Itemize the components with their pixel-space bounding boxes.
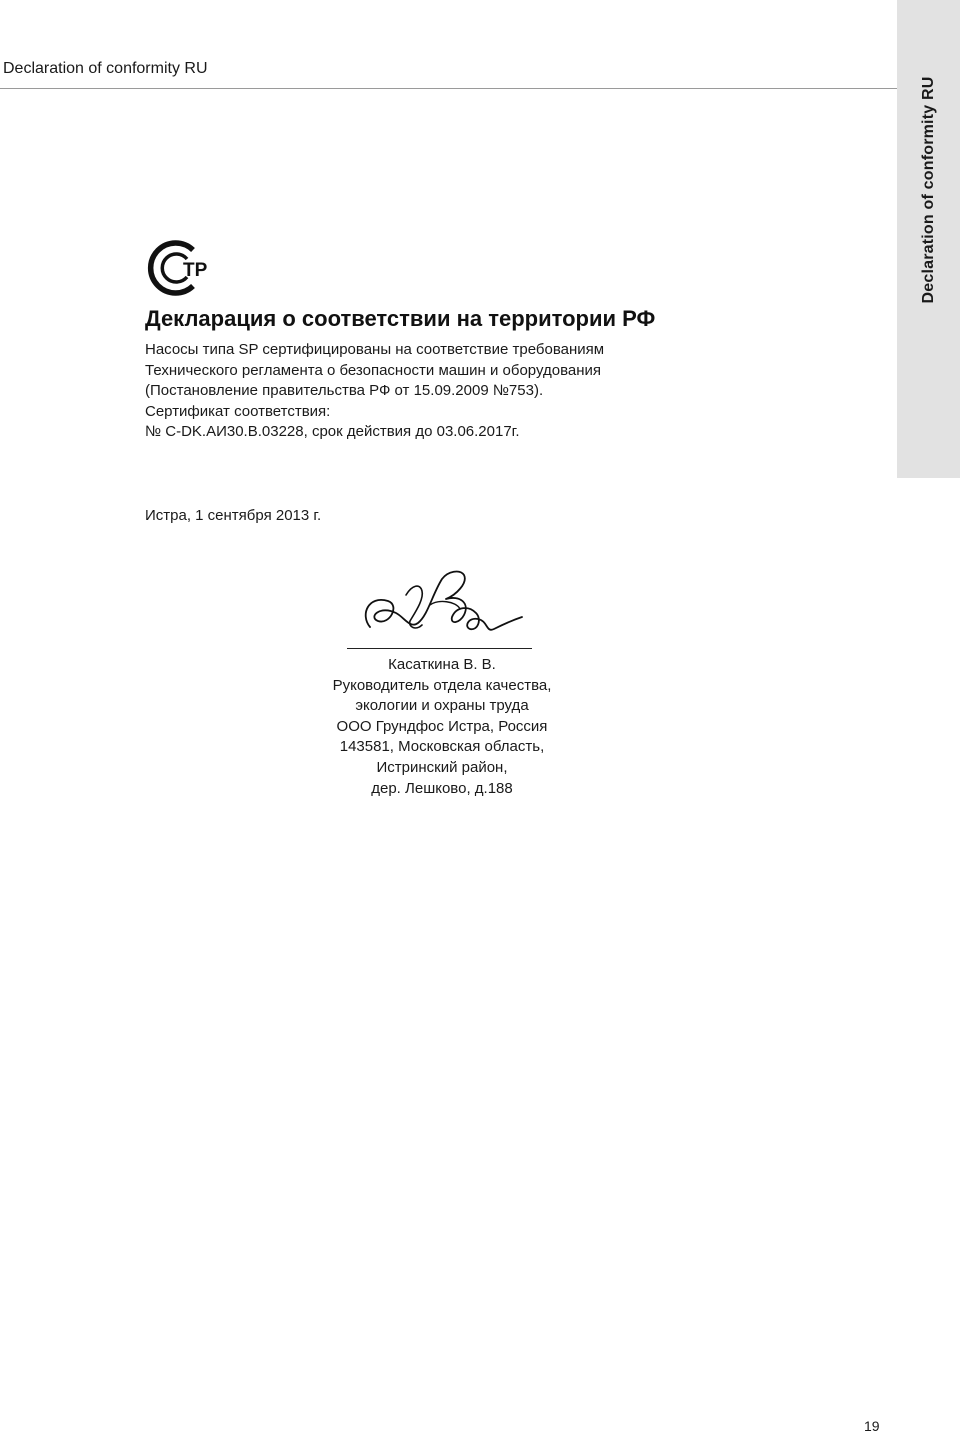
side-tab-label: Declaration of conformity RU bbox=[920, 76, 937, 304]
declaration-line: Сертификат соответствия: bbox=[145, 402, 331, 420]
header-divider bbox=[0, 88, 897, 89]
signatory-name: Касаткина В. В. bbox=[388, 656, 496, 673]
declaration-line: Технического регламента о безопасности машин и оборудования bbox=[145, 361, 601, 379]
declaration-heading: Декларация о соответствии на территории РФ bbox=[145, 306, 656, 331]
header-title: Declaration of conformity RU bbox=[3, 60, 208, 77]
signatory-line: экологии и охраны труда bbox=[355, 697, 529, 715]
logo-text: TP bbox=[183, 260, 208, 281]
signature-line bbox=[347, 648, 532, 649]
eac-conformity-mark-icon bbox=[143, 238, 213, 298]
signatory-line: дер. Лешково, д.188 bbox=[371, 779, 513, 797]
signatory-line: Истринский район, bbox=[376, 758, 508, 776]
signatory-line: Руководитель отдела качества, bbox=[332, 676, 552, 694]
signatory-line: ООО Грундфос Истра, Россия bbox=[336, 717, 548, 735]
signatory-line: 143581, Московская область, bbox=[339, 738, 545, 756]
place-date: Истра, 1 сентября 2013 г. bbox=[145, 507, 322, 524]
declaration-line: Насосы типа SP сертифицированы на соответствие требованиям bbox=[145, 341, 605, 358]
declaration-line: № C-DK.АИ30.В.03228, срок действия до 03.06.2017г. bbox=[145, 423, 520, 440]
handwritten-signature bbox=[360, 565, 530, 645]
declaration-line: (Постановление правительства РФ от 15.09.2009 №753). bbox=[145, 382, 544, 399]
declaration-body bbox=[145, 340, 604, 443]
signatory-block bbox=[333, 655, 552, 799]
page-number: 19 bbox=[864, 1418, 880, 1434]
